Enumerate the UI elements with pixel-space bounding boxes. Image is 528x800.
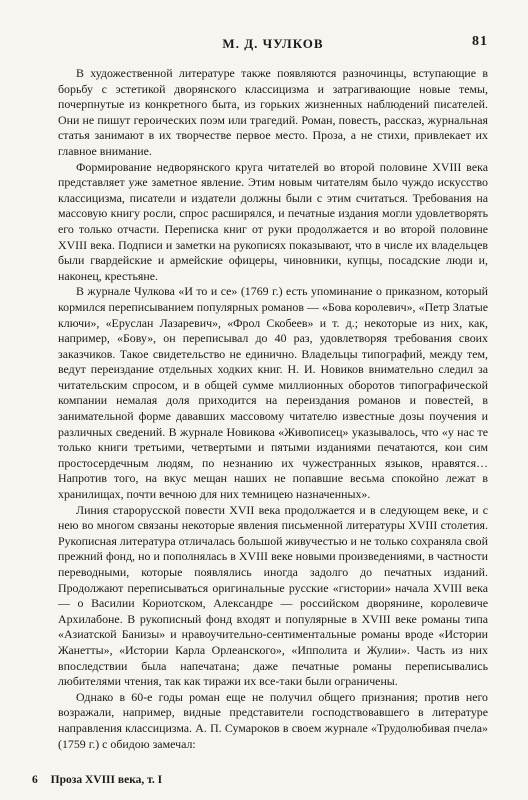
printer-signature: 6 [32, 774, 38, 786]
paragraph: В художественной литературе также появляются разночинцы, вступающие в борьбу с эстетикой дворянского классицизма и затрагивающие новые темы, почерпнутые из конкретного быта, из горьких жизненных наблюдений писателей. Они не пишут героических поэм или трагедий. Роман, повесть, рассказ, журнальная статья занимают в их творчестве первое место. Проза, а не стихи, привлекает их главное внимание. [58, 66, 488, 158]
running-header [58, 34, 488, 56]
page-body [58, 66, 488, 752]
footer-text: Проза XVIII века, т. I [50, 774, 163, 786]
page-number: 81 [472, 34, 488, 49]
paragraph: Линия старорусской повести XVII века продолжается и в следующем веке, и с нею во многом связаны некоторые явления письменной литературы XVIII столетия. Рукописная литература отличалась большой живучестью и не только сохраняла свой прежний фонд, но и пополнялась в XVIII веке новыми произведениями, в частности переводными, которые появлялись иногда задолго до печатных изданий. Продолжают переписываться оригинальные русские «гистории» начала XVIII века — о Василии Кориотском, Александре — российском дворянине, королевиче Архилабоне. В рукописный фонд входят и популярные в XVIII веке романы типа «Азиатской Банизы» и нравоучительно-сентиментальные романы вроде «Истории Жанетты», «Истории Карла Орлеанского», «Ипполита и Жулии». Часть из них впоследствии была напечатана; даже печатные романы переписывались любителями чтения, так как тиражи их все-таки были ограничены. [58, 502, 488, 689]
running-title: М. Д. ЧУЛКОВ [222, 36, 324, 51]
paragraph: Формирование недворянского круга читателей во второй половине XVIII века представляет уже заметное явление. Этим новым читателям было чуждо искусство классицизма, писатели и издатели должны были с этим считаться. Требования на массовую книгу росли, спрос расширялся, и печатные издания могли удовлетворять его только отчасти. Переписка книг от руки продолжается и во второй половине XVIII века. Подписи и заметки на рукописях показывают, что в числе их владельцев были гвардейские и армейские офицеры, чиновники, купцы, посадские люди и, наконец, крестьяне. [58, 159, 488, 283]
page-footer [32, 774, 162, 786]
paragraph: Однако в 60-е годы роман еще не получил общего признания; против него возражали, например, видные представители господствовавшего в литературе направления классицизма. А. П. Сумароков в своем журнале «Трудолюбивая пчела» (1759 г.) с обидою замечал: [58, 689, 488, 751]
paragraph: В журнале Чулкова «И то и се» (1769 г.) есть упоминание о приказном, который кормился переписыванием популярных романов — «Бова королевич», «Петр Златые ключи», «Еруслан Лазаревич», «Фрол Скобеев» и т. д.; некоторые из них, как, например, «Бову», он переписывал до 40 раз, удовлетворяя требования своих заказчиков. Такое свидетельство не единично. Владельцы типографий, между тем, ведут переиздание отдельных ходких книг. Н. И. Новиков внимательно следил за читательским спросом, и в общей сумме миллионных оборотов типографической компании немалая доля приходится на переиздания романов и повестей, в занимательной форме дававших массовому читателю известные дозы поучения и различных сведений. В журнале Новикова «Живописец» указывалось, что «у нас те только книги третьими, четвертыми и пятыми изданиями печатаются, кои сим простосердечным людям, по незнанию их чужестранных языков, нравятся… Напротив того, на вкус мещан наших не попавшие весьма спокойно лежат в хранилищах, почти вечною для них темницею назначенных». [58, 284, 488, 502]
